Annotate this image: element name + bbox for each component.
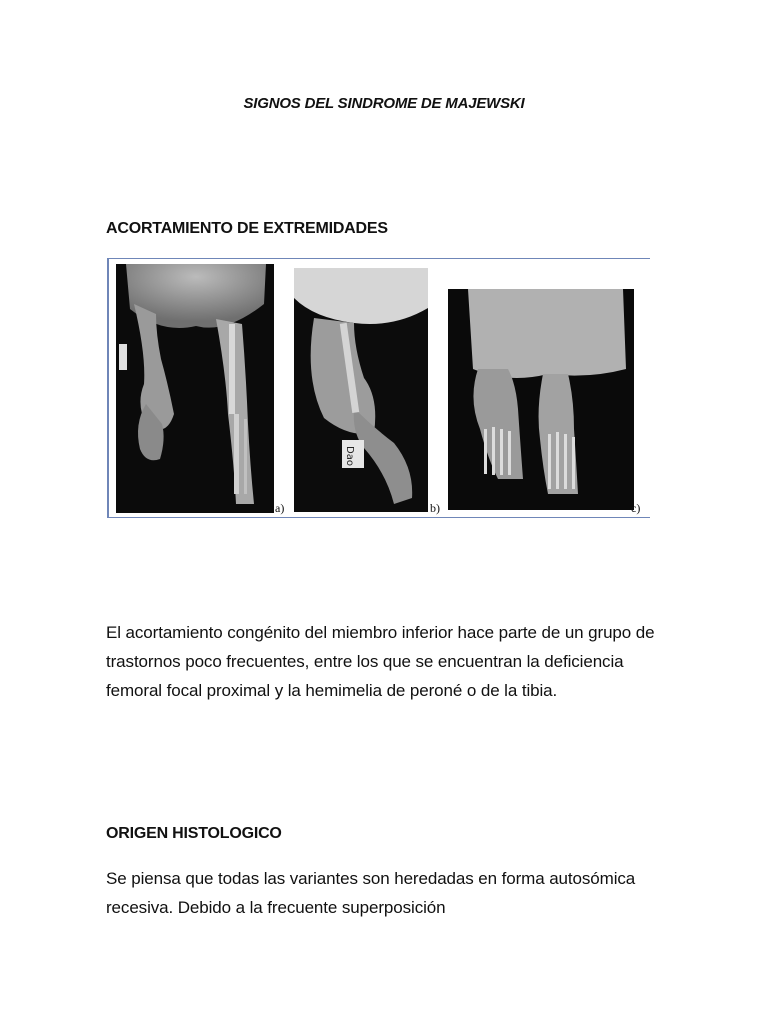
xray-figure (107, 258, 650, 518)
section-heading-origen-histologico: ORIGEN HISTOLOGICO (106, 825, 282, 842)
xray-image-a (116, 264, 274, 513)
paragraph-acortamiento: El acortamiento congénito del miembro inferior hace parte de un grupo de trastornos poco frecuentes, entre los que se encuentran la deficiencia femoral focal proximal y la hemimelia de peroné o de la tibia. (106, 623, 655, 700)
panel-label-b: b) (430, 501, 440, 515)
xray-image-c (448, 289, 634, 510)
panel-label-a: a) (275, 501, 285, 515)
paragraph-origen-histologico: Se piensa que todas las variantes son heredadas en forma autosómica recesiva. Debido a la frecuente superposición (106, 869, 636, 917)
section-heading-acortamiento: ACORTAMIENTO DE EXTREMIDADES (106, 220, 388, 237)
svg-text:Dao: Dao (344, 446, 355, 466)
panel-label-c: c) (631, 501, 641, 515)
document-title: SIGNOS DEL SINDROME DE MAJEWSKI (243, 95, 525, 112)
xray-image-b (294, 268, 428, 512)
